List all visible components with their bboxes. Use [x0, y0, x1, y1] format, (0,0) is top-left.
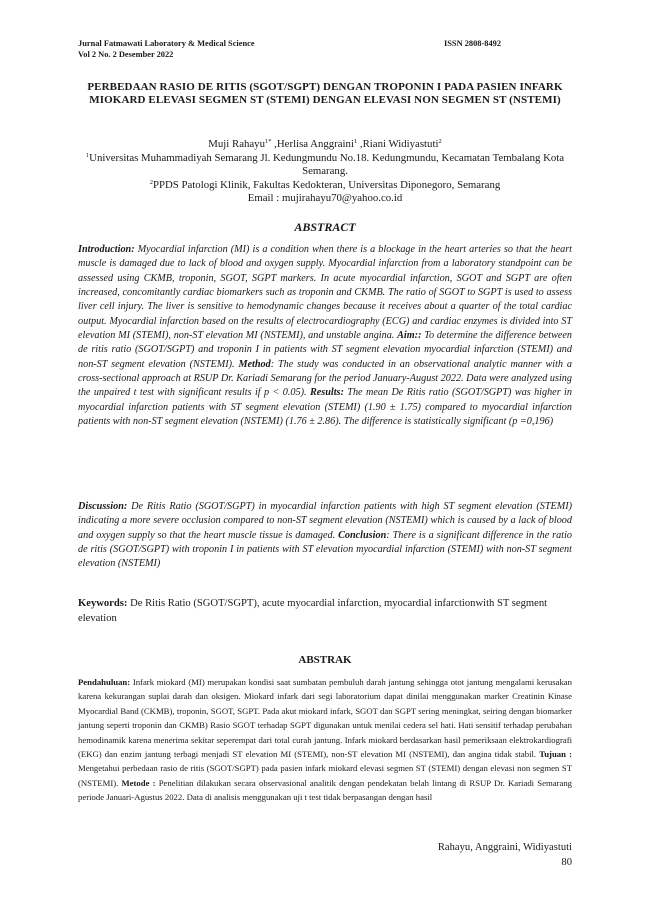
- journal-volume: Vol 2 No. 2 Desember 2022: [78, 49, 174, 59]
- affiliation-1-text: Universitas Muhammadiyah Semarang Jl. Kedungmundu No.18. Kedungmundu, Kecamatan Tembalang Kota Semarang.: [89, 151, 565, 178]
- conclusion-text: : There is a significant difference in the ratio de ritis (SGOT/SGPT) with troponin I in patients with ST elevation myocardial infarction (STEMI) with non-ST segment elevation (NSTEMI): [78, 529, 572, 570]
- introduction-text: Myocardial infarction (MI) is a condition when there is a blockage in the heart arteries so that the heart muscle is damaged due to lack of blood and oxygen supply. Myocardial infarction from a laboratory standpoint can be assessed using CKMB, troponin, SGOT, SGPT markers. In acute myocardial infarction, SGOT and SGPT are often increased, concomitantly cardiac biomarkers such as troponin and CKMB. The ratio of SGOT to SGPT is used to assess liver cell injury. The liver is sensitive to hemodynamic changes because it receives about a quarter of the total cardiac output. Myocardial infarction based on the results of electrocardiography (ECG) and cardiac enzymes is divided into ST elevation MI (STEMI), non-ST elevation MI (NSTEMI), and unstable angina.: [78, 244, 572, 342]
- tujuan-text: Mengetahui perbedaan rasio de ritis (SGOT/SGPT) pada pasien infark miokard elevasi segmen ST (STEMI) dengan elevasi non segmen ST (NSTEMI).: [78, 763, 572, 788]
- affiliation-2-mark: 2: [149, 178, 153, 186]
- abstract-heading: ABSTRACT: [294, 220, 356, 234]
- pendahuluan-text: Infark miokard (MI) merupakan kondisi saat sumbatan pembuluh darah jantung sehingga otot jantung mengalami kerusakan karena kekurangan suplai darah dan oksigen. Miokard infark dari segi laboratorium dapat dinilai menggunakan marker Creatinin Kinase Myocardial Band (CKMB), troponin, SGOT, SGPT. Pada akut miokard infark, SGOT dan SGPT sering meningkat, seiring dengan biomarker jantung seperti troponin dan CKMB) Rasio SGOT terhadap SGPT digunakan untuk menilai cedera sel hati. Hati sensitif terhadap perubahan hemodinamik karena menerima sekitar seperempat dari total curah jantung. Infark miokard berdasarkan hasil pemeriksaan elektrokardiografi (EKG) dan enzim jantung terbagi menjadi ST elevation MI (STEMI), non-ST elevation MI (NSTEMI), dan angina tidak stabil.: [78, 677, 572, 760]
- introduction-label: Introduction:: [78, 244, 135, 255]
- author-2-mark: 1: [353, 138, 358, 145]
- tujuan-label: Tujuan :: [539, 749, 572, 760]
- keywords-label: Keywords:: [78, 598, 128, 609]
- paper-title: PERBEDAAN RASIO DE RITIS (SGOT/SGPT) DENGAN TROPONIN I PADA PASIEN INFARK MIOKARD ELEVASI SEGMEN ST (STEMI) DENGAN ELEVASI NON SEGMEN ST (NSTEMI): [87, 81, 563, 107]
- method-label: Method: [238, 358, 271, 370]
- method-text: : The study was conducted in an observational analytic manner with a cross-sectional approach at RSUP Dr. Kariadi Semarang for the period January-August 2022. Data were analyzed using the unpaired t test with significant results if p < 0.05).: [78, 358, 572, 399]
- metode-label: Metode :: [121, 777, 156, 788]
- aim-label: Aim::: [397, 330, 422, 342]
- abstrak-heading: ABSTRAK: [298, 654, 352, 666]
- abstract-en-paragraph-2: [78, 500, 572, 572]
- footer-authors: Rahayu, Anggraini, Widiyastuti: [437, 842, 572, 853]
- author-3: ,Riani Widiyastuti: [357, 138, 439, 150]
- results-label: Results:: [309, 387, 344, 399]
- results-text: The mean De Ritis ratio (SGOT/SGPT) was higher in myocardial infarction patients with ST segment elevation (STEMI) (1.90 ± 1.75) compared to myocardial infarction patients with non-ST segment elevation (NSTEMI) (1.76 ± 2.86). The difference is statistically significant (p =0,196): [78, 387, 572, 428]
- affiliation-1: [78, 152, 572, 179]
- journal-name: Jurnal Fatmawati Laboratory & Medical Science: [78, 39, 255, 48]
- author-1-mark: 1*: [264, 138, 272, 145]
- journal-header: [78, 39, 378, 60]
- aim-text: To determine the difference between de ritis ratio (SGOT/SGPT) and troponin I in patients with ST segment elevation myocardial infarction (STEMI) and non-ST segment elevation (NSTEMI).: [78, 330, 573, 370]
- abstrak-id-paragraph: [78, 675, 572, 805]
- pendahuluan-label: Pendahuluan:: [78, 677, 131, 687]
- keywords: [78, 597, 572, 626]
- affiliation-2-text: PPDS Patologi Klinik, Fakultas Kedokteran, Universitas Diponegoro, Semarang: [152, 178, 501, 191]
- metode-text: Penelitian dilakukan secara observasional analitik dengan pendekatan belah lintang di RSUP Dr. Kariadi Semarang periode Januari-Agustus 2022. Data di analisis menggunakan uji t test tidak berpasangan dengan hasil: [78, 777, 573, 803]
- author-3-mark: 2: [438, 138, 442, 145]
- affiliation-1-mark: 1: [85, 151, 90, 159]
- discussion-label: Discussion:: [78, 501, 128, 512]
- author-block: [78, 138, 572, 206]
- affiliation-2: [78, 179, 572, 193]
- author-1: Muji Rahayu: [208, 138, 265, 150]
- conclusion-label: Conclusion: [338, 529, 387, 541]
- keywords-text: De Ritis Ratio (SGOT/SGPT), acute myocardial infarction, myocardial infarctionwith ST segment elevation: [78, 598, 548, 624]
- author-2: ,Herlisa Anggraini: [271, 138, 354, 150]
- page-number: 80: [561, 857, 572, 868]
- author-list: [78, 138, 572, 152]
- discussion-text: De Ritis Ratio (SGOT/SGPT) in myocardial infarction patients with high ST segment elevation (STEMI) indicating a more severe occlusion compared to non-ST segment elevation (NSTEMI) which is caused by a lack of blood and oxygen supply so that the heart muscle tissue is damaged.: [78, 501, 572, 541]
- abstract-en-paragraph-1: [78, 243, 572, 429]
- journal-issn: ISSN 2808-8492: [444, 39, 502, 48]
- author-email: Email : mujirahayu70@yahoo.co.id: [247, 192, 403, 205]
